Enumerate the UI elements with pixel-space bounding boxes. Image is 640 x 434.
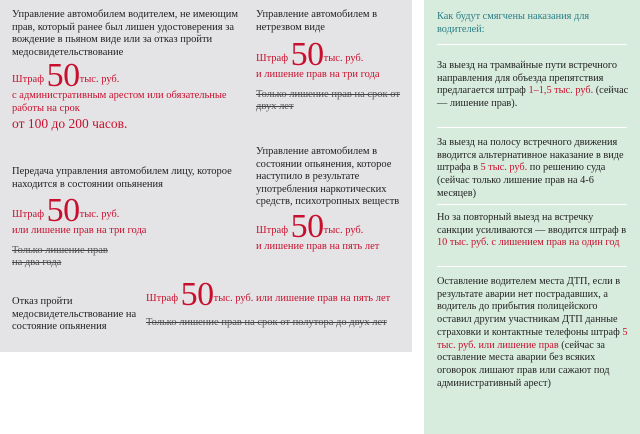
divider <box>437 266 627 267</box>
divider <box>437 127 627 128</box>
offense-description: Управление автомобилем в нетрезвом виде <box>256 9 378 33</box>
mitigation-leaving-accident: Оставление водителем места ДТП, если в результате аварии нет пострадавших, а водитель до прибытия полицейского оставил другим участникам ДТП данные страховки и контактные телефоны штраф 5 тыс. руб. или лишение прав (сейчас за оставление места аварии без всяких оговорок лишают прав или сажают под административный арест) <box>437 276 628 389</box>
penalty-block-transfer-control <box>12 166 242 270</box>
additional-penalty: и лишение прав на три года <box>256 69 380 81</box>
previous-penalty: Только лишение прав на два года <box>12 244 108 269</box>
fine-amount: Штраф 50тыс. руб. <box>12 57 120 95</box>
mitigation-title: Как будут смягчены наказания для водителей: <box>437 11 590 35</box>
divider <box>437 44 627 45</box>
previous-penalty: Только лишение прав на срок от полутора до двух лет <box>146 317 387 328</box>
additional-penalty: и лишение прав на пять лет <box>256 240 380 252</box>
fine-amount: Штраф 50тыс. руб. <box>256 207 364 245</box>
penalty-block-drunk-driving <box>256 9 406 114</box>
fine-amount: Штраф 50тыс. руб. <box>12 192 120 230</box>
offense-description: Управление автомобилем водителем, не имеющим прав, который ранее был лишен удостоверения за вождение в пьяном виде или за отказ пройти медосвидетельствование <box>12 9 239 58</box>
mitigation-tram-tracks: За выезд на трамвайные пути встречного направления для объезда препятствия предлагается штраф 1–1,5 тыс. руб. (сейчас — лишение прав). <box>437 60 629 110</box>
mitigation-repeat-offense: Но за повторный выезд на встречку санкции усиливаются — вводится штраф в 10 тыс. руб. с лишением прав на один год <box>437 212 627 249</box>
offense-description-refusal: Отказ пройти медосвидетельствование на состояние опьянения <box>12 296 137 333</box>
offense-description: Передача управления автомобилем лицу, которое находится в состоянии опьянения <box>12 166 232 190</box>
fine-amount: Штраф 50тыс. руб. или лишение прав на пять лет <box>146 276 391 313</box>
additional-penalty: или лишение прав на три года <box>12 225 147 237</box>
additional-penalty: с административным арестом или обязательные работы на срок <box>12 90 227 114</box>
mitigation-oncoming-lane: За выезд на полосу встречного движения вводится альтернативное наказание в виде штрафа в 5 тыс. руб. по решению суда (сейчас только лишение прав на 4-6 месяцев) <box>437 137 624 199</box>
previous-penalty: Только лишение прав на срок от двух лет <box>256 88 400 113</box>
penalty-block-refusal <box>146 278 410 330</box>
penalty-block-drugs <box>256 146 406 254</box>
penalty-block-unlicensed <box>12 9 244 131</box>
offense-description: Управление автомобилем в состоянии опьянения, которое наступило в результате употребления наркотических средств, психотропных веществ <box>256 146 400 208</box>
mitigation-panel <box>423 0 640 434</box>
additional-penalty-hours: от 100 до 200 часов. <box>12 115 128 131</box>
divider <box>437 204 627 205</box>
fine-amount: Штраф 50тыс. руб. <box>256 36 364 74</box>
